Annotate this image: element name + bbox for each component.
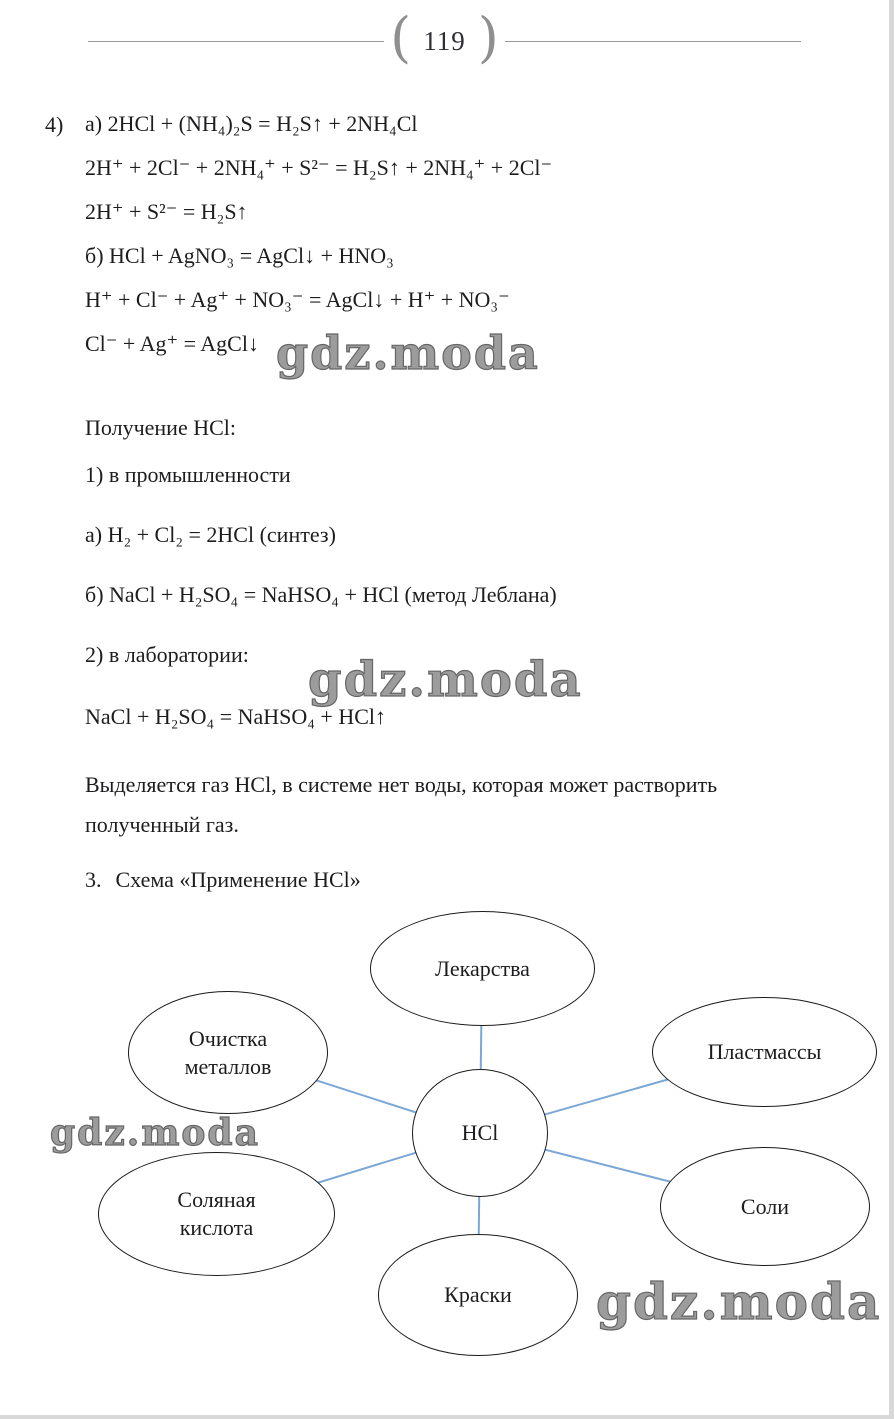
task-4-block — [45, 111, 804, 356]
node-label-metal-cleaning: Очистка металлов — [184, 1025, 272, 1079]
diagram-node-medicines — [370, 911, 595, 1026]
watermark: gdz.moda — [50, 1112, 260, 1154]
equation-line-3: 2H⁺ + S²⁻ = H₂S↑ — [85, 199, 248, 224]
production-lab-equation: NaCl + H₂SO₄ = NaHSO₄ + HCl↑ — [85, 704, 387, 729]
node-label-center-hcl: HCl — [461, 1120, 499, 1145]
equation-line-6: Cl⁻ + Ag⁺ = AgCl↓ — [85, 331, 259, 356]
header-bracket-right-icon: ) — [477, 6, 499, 69]
solution-content — [0, 112, 889, 892]
page-header — [0, 0, 889, 72]
hcl-application-diagram — [0, 904, 894, 1384]
diagram-node-center-hcl — [412, 1069, 548, 1197]
watermark: gdz.moda — [276, 326, 540, 380]
production-industry-item: 1) в промышленности — [85, 462, 291, 487]
node-label-salts: Соли — [740, 1193, 790, 1219]
node-label-medicines: Лекарства — [435, 955, 530, 981]
production-lab-item: 2) в лаборатории: — [85, 642, 249, 667]
equation-line-2: 2H⁺ + 2Cl⁻ + 2NH₄⁺ + S²⁻ = H₂S↑ + 2NH₄⁺ + 2Cl⁻ — [85, 155, 553, 180]
watermark: gdz.moda — [308, 652, 583, 708]
node-label-hydrochloric-acid: Соляная кислота — [177, 1187, 256, 1240]
scheme-heading-title: Схема «Применение HCl» — [115, 867, 361, 892]
diagram-node-paints — [378, 1234, 578, 1356]
header-rule-right — [505, 41, 801, 42]
watermark: gdz.moda — [596, 1272, 882, 1331]
diagram-node-metal-cleaning — [128, 991, 328, 1114]
diagram-node-salts — [660, 1147, 870, 1266]
production-industry-eq-a: а) H₂ + Cl₂ = 2HCl (синтез) — [85, 522, 336, 547]
scheme-heading-number: 3. — [85, 867, 102, 892]
node-label-paints: Краски — [444, 1282, 512, 1307]
page-number: 119 — [423, 25, 466, 56]
equation-line-1: а) 2HCl + (NH₄)₂S = H₂S↑ + 2NH₄Cl — [85, 111, 418, 136]
header-rule-left — [88, 41, 384, 42]
production-title: Получение HCl: — [85, 415, 237, 440]
equation-line-4: б) HCl + AgNO₃ = AgCl↓ + HNO₃ — [85, 243, 394, 268]
equation-line-5: H⁺ + Cl⁻ + Ag⁺ + NO₃⁻ = AgCl↓ + H⁺ + NO₃⁻ — [85, 287, 510, 312]
production-note: Выделяется газ HCl, в системе нет воды, которая может растворить полученный газ. — [85, 772, 718, 837]
scheme-heading — [85, 868, 804, 892]
node-label-plastics: Пластмассы — [707, 1039, 822, 1064]
diagram-node-plastics — [652, 997, 877, 1107]
task-4-marker: 4) — [45, 112, 64, 137]
diagram-node-hydrochloric-acid — [98, 1152, 335, 1276]
header-bracket-left-icon: ( — [390, 6, 412, 69]
production-industry-eq-b: б) NaCl + H₂SO₄ = NaHSO₄ + HCl (метод Леблана) — [85, 582, 557, 607]
